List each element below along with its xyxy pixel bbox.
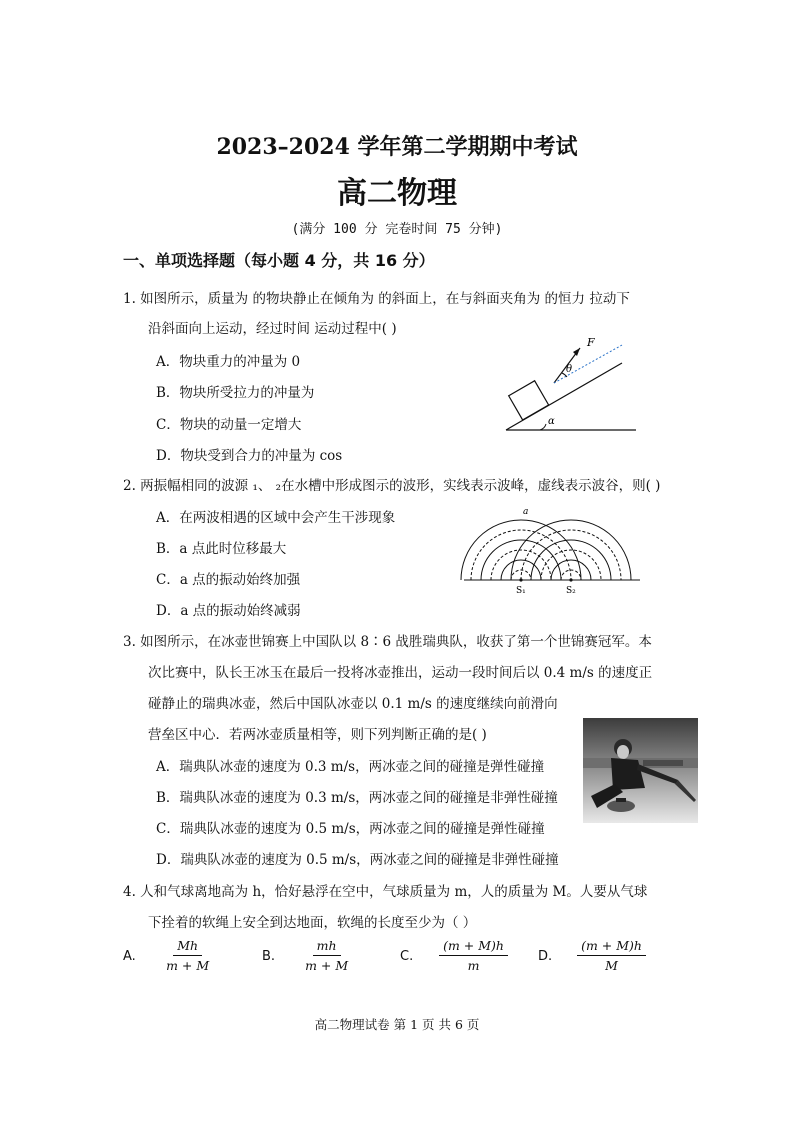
q1-option-c: C．物块的动量一定增大 [156,417,302,433]
q4-option-a-fraction [162,938,213,973]
force-arrowhead [573,348,580,356]
q4-option-b [262,938,352,973]
q3-stem-line3: 碰静止的瑞典冰壶，然后中国队冰壶以 0.1 m/s 的速度继续向前滑向 [148,696,558,712]
q3-option-d: D．瑞典队冰壶的速度为 0.5 m/s，两冰壶之间的碰撞是非弹性碰撞 [156,852,559,868]
q4-option-c-fraction [439,938,508,973]
q4-option-a-label: A. [123,949,136,964]
q3-stem-line4: 营垒区中心．若两冰壶质量相等，则下列判断正确的是( ) [148,727,487,743]
q4-option-a [123,938,213,973]
q4-stem-line1: 4. 人和气球离地高为 h，恰好悬浮在空中，气球质量为 m，人的质量为 M。人要从气球 [123,884,648,900]
q3-option-b: B．瑞典队冰壶的速度为 0.3 m/s，两冰壶之间的碰撞是非弹性碰撞 [156,790,558,806]
q4-option-a-denominator: m + M [166,958,210,973]
q3-option-a: A．瑞典队冰壶的速度为 0.3 m/s，两冰壶之间的碰撞是弹性碰撞 [156,759,545,775]
stone-handle [616,798,626,802]
q2-stem-line1: 2. 两振幅相同的波源 ₁、 ₂在水槽中形成图示的波形，实线表示波峰，虚线表示波谷，则( ) [123,478,661,494]
q1-option-b: B．物块所受拉力的冲量为 [156,385,315,401]
q4-option-c [400,938,508,973]
theta-label: θ [566,364,573,375]
s2-label: S₂ [566,586,576,596]
q1-stem-line2: 沿斜面向上运动，经过时间 运动过程中( ) [148,321,397,337]
s1-trough-2 [491,550,551,580]
athlete-face [617,745,629,759]
q2-option-b: B．a 点此时位移最大 [156,541,287,557]
dotted-reference-line [554,345,622,383]
q4-option-c-numerator: (m + M)h [439,938,508,956]
alpha-label: α [548,416,555,427]
q3-curling-photo [583,718,698,823]
q4-option-a-numerator: Mh [173,938,202,956]
q4-option-b-fraction [301,938,352,973]
q4-option-c-denominator: m [467,958,480,973]
q1-option-d: D．物块受到合力的冲量为 cos [156,448,343,464]
q2-option-a: A．在两波相遇的区域中会产生干涉现象 [156,510,396,526]
s1-trough-3 [471,530,571,580]
q3-option-c: C．瑞典队冰壶的速度为 0.5 m/s，两冰壶之间的碰撞是弹性碰撞 [156,821,545,837]
exam-info: (满分 100 分 完卷时间 75 分钟) [291,222,503,237]
q4-option-d [538,938,646,973]
q2-option-c: C．a 点的振动始终加强 [156,572,301,588]
page-footer: 高二物理试卷 第 1 页 共 6 页 [314,1017,480,1032]
q2-wave-figure [460,502,645,598]
s2-point [569,578,572,581]
q4-option-c-label: C. [400,949,414,964]
subject-title: 高二物理 [337,176,457,211]
q4-option-d-numerator: (m + M)h [577,938,646,956]
section-heading: 一、单项选择题（每小题 4 分，共 16 分） [123,251,435,270]
q1-incline-figure [500,333,640,433]
s1-point [519,578,522,581]
q4-option-d-label: D. [538,949,553,964]
block [509,381,549,420]
s1-label: S₁ [516,586,526,596]
s2-trough-3 [521,530,621,580]
alpha-arc [540,424,546,430]
q1-stem-line1: 1. 如图所示，质量为 的物块静止在倾角为 的斜面上，在与斜面夹角为 的恒力 拉动下 [123,291,630,307]
exam-title: 2023–2024 学年第二学期期中考试 [216,134,578,160]
q3-stem-line1: 3. 如图所示，在冰壶世锦赛上中国队以 8∶6 战胜瑞典队，收获了第一个世锦赛冠军。本 [123,634,652,650]
board-logo [643,760,683,766]
q4-option-d-fraction [577,938,646,973]
q4-option-b-denominator: m + M [305,958,349,973]
q4-option-b-label: B. [262,949,276,964]
q3-stem-line2: 次比赛中，队长王冰玉在最后一投将冰壶推出，运动一段时间后以 0.4 m/s 的速度正 [148,665,653,681]
q1-option-a: A．物块重力的冲量为 0 [156,354,301,370]
q4-stem-line2: 下拴着的软绳上安全到达地面，软绳的长度至少为（ ） [148,915,477,931]
force-label: F [587,336,595,349]
point-a-label: a [523,507,529,517]
q4-option-b-numerator: mh [313,938,341,956]
q4-option-d-denominator: M [605,958,618,973]
q2-option-d: D．a 点的振动始终减弱 [156,603,301,619]
